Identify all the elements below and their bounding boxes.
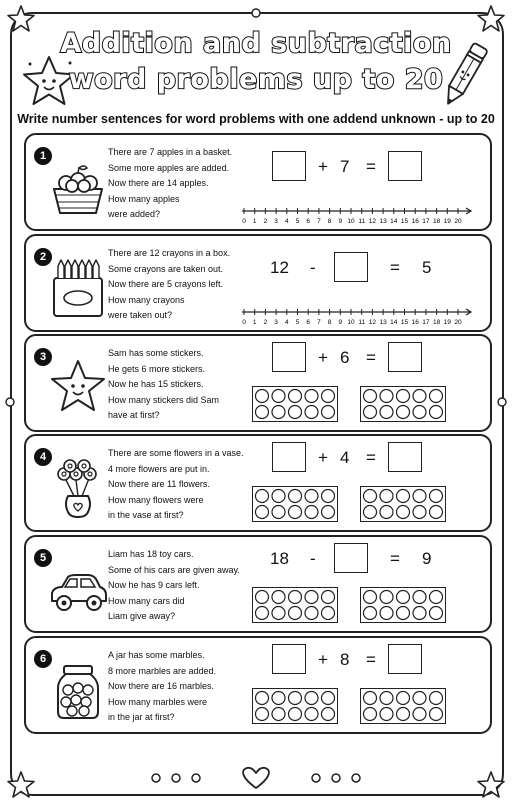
- problem-line: How many flowers were: [108, 494, 204, 505]
- answer-box[interactable]: [388, 342, 422, 372]
- number-line-label: 16: [411, 218, 419, 225]
- number-line-label: 17: [422, 319, 430, 326]
- problem-number: 6: [34, 650, 52, 668]
- number-line-label: 19: [443, 319, 451, 326]
- number-line-label: 20: [454, 218, 462, 225]
- number-line-label: 12: [368, 319, 377, 326]
- problem-number: 2: [34, 248, 52, 266]
- ten-frame-circle[interactable]: [380, 406, 393, 419]
- apple-basket-icon: [46, 155, 110, 219]
- problem-line: How many marbles were: [108, 696, 208, 707]
- number-line: [240, 205, 474, 225]
- ten-frame-circle[interactable]: [289, 607, 302, 620]
- top-ornament-icon: [196, 6, 316, 20]
- ten-frame-circle[interactable]: [380, 607, 393, 620]
- answer-box[interactable]: [272, 644, 306, 674]
- ten-frame-circle[interactable]: [322, 406, 335, 419]
- number-line-label: 0: [242, 319, 246, 326]
- operator: +: [318, 348, 328, 367]
- ten-frame-circle[interactable]: [322, 506, 335, 519]
- ten-frame-circle[interactable]: [256, 506, 269, 519]
- answer-box[interactable]: [272, 342, 306, 372]
- ten-frame-circles: [253, 487, 337, 521]
- problem-line: Now he has 9 cars left.: [108, 580, 200, 591]
- ten-frame-circle[interactable]: [256, 591, 269, 604]
- equals-sign: =: [390, 258, 400, 277]
- ten-frame: [360, 587, 446, 623]
- number-line-label: 11: [358, 218, 366, 225]
- problem-line: Liam give away?: [108, 611, 176, 622]
- ten-frame-circle[interactable]: [430, 506, 443, 519]
- number-line-label: 5: [295, 319, 300, 326]
- word-problem-text: [108, 547, 268, 625]
- known-addend: 6: [340, 348, 350, 367]
- answer-box[interactable]: [388, 442, 422, 472]
- ten-frame-circles: [361, 387, 445, 421]
- ten-frame-circle[interactable]: [430, 591, 443, 604]
- marble-jar-icon: [46, 658, 110, 722]
- bottom-ornament-icon: [150, 764, 362, 792]
- equals-sign: =: [390, 549, 400, 568]
- ten-frame-circle[interactable]: [397, 708, 410, 721]
- known-addend: 4: [340, 448, 350, 467]
- word-problem-text: [108, 648, 268, 726]
- problem-number: 3: [34, 348, 52, 366]
- total-value: 18: [270, 549, 289, 568]
- ten-frame-circle[interactable]: [305, 692, 318, 705]
- number-line-label: 10: [347, 218, 355, 225]
- number-line-label: 9: [338, 218, 343, 225]
- ten-frame-circle[interactable]: [413, 591, 426, 604]
- ten-frame-circle[interactable]: [256, 490, 269, 503]
- number-line-label: 15: [400, 319, 409, 326]
- side-ornament-icon: [3, 395, 17, 409]
- ten-frame-circles: [361, 689, 445, 723]
- number-line-label: 13: [379, 319, 387, 326]
- problem-line: Now there are 5 crayons left.: [108, 279, 224, 290]
- ten-frame-circle[interactable]: [305, 506, 318, 519]
- answer-box[interactable]: [388, 151, 422, 181]
- ten-frame-circle[interactable]: [413, 390, 426, 403]
- operator: +: [318, 448, 328, 467]
- ten-frame-circle[interactable]: [413, 607, 426, 620]
- ten-frame-circle[interactable]: [289, 406, 302, 419]
- number-line-label: 3: [274, 319, 278, 326]
- flower-vase-icon: [46, 456, 110, 520]
- problem-line: in the vase at first?: [108, 510, 184, 521]
- number-line-label: 10: [347, 319, 355, 326]
- answer-box[interactable]: [334, 252, 368, 282]
- operator: +: [318, 157, 328, 176]
- number-line-label: 3: [274, 218, 278, 225]
- equals-sign: =: [366, 650, 376, 669]
- ten-frame: [360, 688, 446, 724]
- ten-frame-circles: [361, 487, 445, 521]
- problem-number: 4: [34, 448, 52, 466]
- ten-frame-circle[interactable]: [397, 692, 410, 705]
- ten-frame-circle[interactable]: [430, 607, 443, 620]
- number-line-label: 13: [379, 218, 387, 225]
- ten-frame-circle[interactable]: [256, 406, 269, 419]
- number-line-label: 15: [400, 218, 409, 225]
- problem-line: Now there are 14 apples.: [108, 178, 209, 189]
- ten-frame-circle[interactable]: [413, 406, 426, 419]
- ten-frame-circle[interactable]: [397, 607, 410, 620]
- instructions: Write number sentences for word problems with one addend unknown - up to 20: [17, 112, 495, 126]
- corner-star-icon: [6, 770, 36, 800]
- page-title-line-1: Addition and subtraction: [60, 28, 452, 59]
- crayon-box-icon: [46, 256, 110, 320]
- ten-frame-circle[interactable]: [305, 607, 318, 620]
- ten-frame-circle[interactable]: [413, 506, 426, 519]
- ten-frame-circle[interactable]: [272, 607, 285, 620]
- problem-line: in the jar at first?: [108, 712, 175, 723]
- operator: -: [310, 258, 316, 277]
- ten-frame-circle[interactable]: [305, 708, 318, 721]
- problem-line: 8 more marbles are added.: [108, 665, 217, 676]
- answer-box[interactable]: [272, 442, 306, 472]
- ten-frame-circle[interactable]: [430, 390, 443, 403]
- ten-frame-circles: [253, 689, 337, 723]
- known-addend: 8: [340, 650, 350, 669]
- problem-card: [24, 636, 492, 734]
- ten-frame-circle[interactable]: [272, 490, 285, 503]
- ten-frame-circle[interactable]: [364, 406, 377, 419]
- ten-frame-circle[interactable]: [322, 692, 335, 705]
- problem-line: How many cars did: [108, 595, 185, 606]
- ten-frame-circle[interactable]: [364, 490, 377, 503]
- number-line-label: 4: [284, 218, 289, 225]
- operator: +: [318, 650, 328, 669]
- problem-card: [24, 334, 492, 432]
- ten-frame-circle[interactable]: [305, 390, 318, 403]
- problem-line: There are 7 apples in a basket.: [108, 147, 233, 157]
- ten-frame-circle[interactable]: [430, 406, 443, 419]
- ten-frame-circle[interactable]: [380, 490, 393, 503]
- ten-frame-circle[interactable]: [256, 390, 269, 403]
- ten-frame-circle[interactable]: [272, 708, 285, 721]
- problem-line: Sam has some stickers.: [108, 348, 204, 358]
- ten-frame-circle[interactable]: [289, 506, 302, 519]
- word-problem-text: [108, 346, 268, 424]
- number-line-label: 17: [422, 218, 430, 225]
- ten-frame-circle[interactable]: [397, 506, 410, 519]
- ten-frame-circle[interactable]: [364, 607, 377, 620]
- word-problem-text: [108, 446, 268, 524]
- ten-frame-circles: [361, 588, 445, 622]
- ten-frame-circle[interactable]: [305, 406, 318, 419]
- number-line-label: 8: [327, 218, 332, 225]
- page-title-line-2: word problems up to 20: [68, 64, 444, 95]
- total-value: 12: [270, 258, 289, 277]
- problem-line: There are some flowers in a vase.: [108, 448, 244, 458]
- ten-frame-circle[interactable]: [289, 591, 302, 604]
- ten-frame-circle[interactable]: [413, 692, 426, 705]
- ten-frame-circle[interactable]: [430, 692, 443, 705]
- ten-frame: [252, 688, 338, 724]
- ten-frame: [360, 386, 446, 422]
- equals-sign: =: [366, 348, 376, 367]
- ten-frame-circle[interactable]: [430, 708, 443, 721]
- ten-frame-circle[interactable]: [256, 607, 269, 620]
- operator: -: [310, 549, 316, 568]
- problem-line: Now there are 11 flowers.: [108, 479, 210, 490]
- ten-frame-circle[interactable]: [413, 490, 426, 503]
- ten-frame-circle[interactable]: [364, 591, 377, 604]
- ten-frame-circle[interactable]: [413, 708, 426, 721]
- ten-frame-circle[interactable]: [322, 490, 335, 503]
- answer-box[interactable]: [388, 644, 422, 674]
- ten-frame-circles: [253, 588, 337, 622]
- ten-frame-circle[interactable]: [256, 692, 269, 705]
- number-line-label: 5: [295, 218, 300, 225]
- number-line-label: 19: [443, 218, 451, 225]
- problem-line: Some crayons are taken out.: [108, 263, 224, 274]
- ten-frame-circle[interactable]: [272, 506, 285, 519]
- problem-line: Liam has 18 toy cars.: [108, 549, 194, 559]
- problem-line: have at first?: [108, 410, 160, 421]
- ten-frame-circle[interactable]: [364, 708, 377, 721]
- side-ornament-icon: [495, 395, 509, 409]
- answer-box[interactable]: [334, 543, 368, 573]
- problem-card: [24, 434, 492, 532]
- number-line-label: 2: [263, 319, 268, 326]
- ten-frame: [252, 486, 338, 522]
- result-value: 5: [422, 258, 432, 277]
- problem-card: [24, 535, 492, 633]
- number-line-label: 2: [263, 218, 268, 225]
- number-line-label: 20: [454, 319, 462, 326]
- number-line-label: 7: [317, 218, 321, 225]
- number-line-label: 6: [306, 218, 311, 225]
- problem-line: There are 12 crayons in a box.: [108, 248, 231, 258]
- problem-line: were taken out?: [108, 310, 173, 321]
- problem-line: 4 more flowers are put in.: [108, 463, 210, 474]
- equals-sign: =: [366, 157, 376, 176]
- toy-car-icon: [46, 557, 110, 621]
- problem-line: A jar has some marbles.: [108, 650, 205, 660]
- answer-box[interactable]: [272, 151, 306, 181]
- ten-frame-circle[interactable]: [322, 607, 335, 620]
- problem-line: Some more apples are added.: [108, 162, 230, 173]
- star-icon: [46, 356, 110, 420]
- number-line-label: 18: [432, 319, 441, 326]
- problem-line: How many apples: [108, 193, 180, 204]
- ten-frame-circle[interactable]: [289, 490, 302, 503]
- corner-star-icon: [476, 770, 506, 800]
- problem-line: How many stickers did Sam: [108, 394, 220, 405]
- ten-frame-circle[interactable]: [272, 692, 285, 705]
- problem-line: How many crayons: [108, 294, 185, 305]
- problem-card: [24, 234, 492, 332]
- ten-frame-circle[interactable]: [322, 390, 335, 403]
- problem-line: He gets 6 more stickers.: [108, 363, 206, 374]
- ten-frame-circles: [253, 387, 337, 421]
- ten-frame-circle[interactable]: [380, 591, 393, 604]
- ten-frame: [360, 486, 446, 522]
- ten-frame-circle[interactable]: [305, 490, 318, 503]
- ten-frame-circle[interactable]: [397, 406, 410, 419]
- ten-frame-circle[interactable]: [364, 390, 377, 403]
- number-line-label: 1: [252, 218, 257, 225]
- ten-frame-circle[interactable]: [289, 708, 302, 721]
- ten-frame-circle[interactable]: [322, 591, 335, 604]
- ten-frame-circle[interactable]: [272, 390, 285, 403]
- ten-frame-circle[interactable]: [364, 506, 377, 519]
- ten-frame-circle[interactable]: [364, 692, 377, 705]
- number-line-label: 7: [317, 319, 321, 326]
- ten-frame-circle[interactable]: [380, 692, 393, 705]
- number-line-label: 14: [390, 218, 398, 225]
- problem-number: 5: [34, 549, 52, 567]
- ten-frame-circle[interactable]: [305, 591, 318, 604]
- number-line-label: 18: [432, 218, 441, 225]
- ten-frame: [252, 587, 338, 623]
- number-line: [240, 306, 474, 326]
- equals-sign: =: [366, 448, 376, 467]
- number-line-label: 12: [368, 218, 377, 225]
- ten-frame-circle[interactable]: [272, 591, 285, 604]
- number-line-label: 6: [306, 319, 311, 326]
- ten-frame-circle[interactable]: [397, 591, 410, 604]
- problem-card: [24, 133, 492, 231]
- ten-frame-circle[interactable]: [380, 708, 393, 721]
- ten-frame-circle[interactable]: [397, 390, 410, 403]
- problem-line: were added?: [108, 209, 161, 220]
- ten-frame-circle[interactable]: [322, 708, 335, 721]
- number-line-label: 4: [284, 319, 289, 326]
- known-addend: 7: [340, 157, 350, 176]
- ten-frame-circle[interactable]: [289, 390, 302, 403]
- ten-frame-circle[interactable]: [380, 390, 393, 403]
- ten-frame-circle[interactable]: [397, 490, 410, 503]
- ten-frame-circle[interactable]: [430, 490, 443, 503]
- problem-line: Now he has 15 stickers.: [108, 379, 204, 390]
- ten-frame-circle[interactable]: [380, 506, 393, 519]
- number-line-label: 16: [411, 319, 419, 326]
- ten-frame-circle[interactable]: [272, 406, 285, 419]
- problem-line: Now there are 16 marbles.: [108, 681, 215, 692]
- result-value: 9: [422, 549, 432, 568]
- ten-frame: [252, 386, 338, 422]
- number-line-label: 9: [338, 319, 343, 326]
- number-line-label: 8: [327, 319, 332, 326]
- number-line-label: 0: [242, 218, 246, 225]
- number-line-label: 14: [390, 319, 398, 326]
- ten-frame-circle[interactable]: [289, 692, 302, 705]
- number-line-label: 11: [358, 319, 366, 326]
- number-line-label: 1: [252, 319, 257, 326]
- ten-frame-circle[interactable]: [256, 708, 269, 721]
- problem-line: Some of his cars are given away.: [108, 564, 240, 575]
- problem-number: 1: [34, 147, 52, 165]
